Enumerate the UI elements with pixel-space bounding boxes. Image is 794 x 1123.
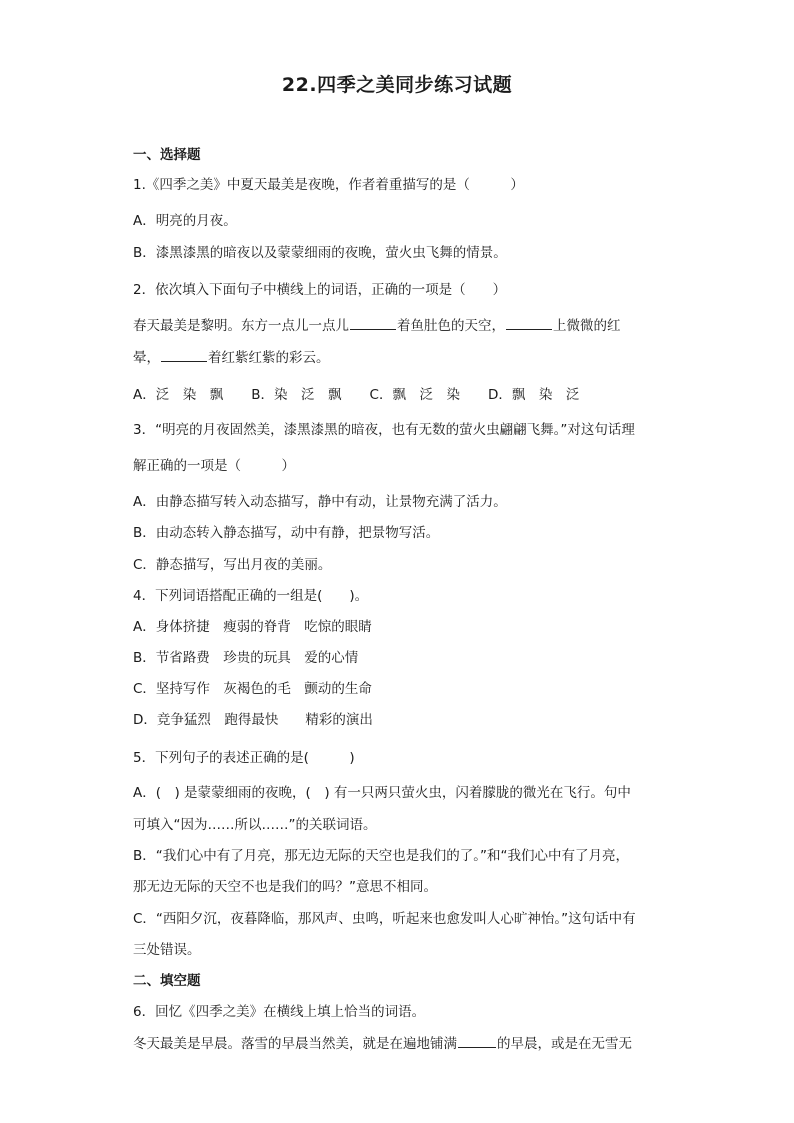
sentence-text: 晕， [133,350,160,366]
question-4-option-c: C．坚持写作 灰褐色的毛 颤动的生命 [133,681,372,697]
fill-blank [506,317,552,330]
question-4-option-b: B．节省路费 珍贵的玩具 爱的心情 [133,650,359,666]
question-1: 1.《四季之美》中夏天最美是夜晚，作者着重描写的是（ ） [133,177,524,193]
question-2-option-d: D．飘 染 泛 [487,387,580,403]
question-2-option-c: C．飘 泛 染 [369,387,460,403]
question-5-option-b-line-2: 那无边无际的天空不也是我们的吗？”意思不相同。 [133,879,437,895]
section-heading-choice: 一、选择题 [133,147,201,163]
fill-blank [458,1035,496,1048]
question-3-option-a: A．由静态描写转入动态描写，静中有动，让景物充满了活力。 [133,494,507,510]
sentence-text: 冬天最美是早晨。落雪的早晨当然美，就是在遍地铺满 [133,1036,457,1052]
sentence-text: 的早晨，或是在无雪无 [497,1036,632,1052]
question-5: 5．下列句子的表述正确的是( ) [133,750,355,766]
question-5-option-a-line-1: A．( ) 是蒙蒙细雨的夜晚，( ) 有一只两只萤火虫，闪着朦胧的微光在飞行。句中 [133,785,631,801]
question-3-line-2: 解正确的一项是（ ） [133,458,295,474]
question-6-sentence [133,1034,663,1054]
question-5-option-c-line-1: C．“西阳夕沉，夜暮降临，那风声、虫鸣，听起来也愈发叫人心旷神怡。”这句话中有 [133,911,636,927]
question-1-option-a: A．明亮的月夜。 [133,213,237,229]
sentence-text: 着红紫红紫的彩云。 [208,350,330,366]
fill-blank [350,317,396,330]
page-title: 22.四季之美同步练习试题 [281,74,513,96]
section-heading-fill: 二、填空题 [133,973,201,989]
question-4-option-a: A．身体挤捷 瘦弱的脊背 吃惊的眼睛 [133,619,372,635]
question-6: 6．回忆《四季之美》在横线上填上恰当的词语。 [133,1004,426,1020]
question-5-option-c-line-2: 三处错误。 [133,942,201,958]
question-3-line-1: 3．“明亮的月夜固然美，漆黑漆黑的暗夜，也有无数的萤火虫翩翩飞舞。”对这句话理 [133,422,635,438]
question-2-options [133,385,663,405]
question-2-sentence-line-2 [133,348,663,368]
question-4-option-d: D．竞争猛烈 跑得最快 精彩的演出 [133,712,373,728]
question-5-option-a-line-2: 可填入“因为……所以……”的关联词语。 [133,817,377,833]
fill-blank [161,349,207,362]
question-2: 2．依次填入下面句子中横线上的词语，正确的一项是（ ） [133,282,507,298]
question-2-sentence-line-1 [133,316,663,336]
question-4: 4．下列词语搭配正确的一组是( )。 [133,588,369,604]
question-3-option-b: B．由动态转入静态描写，动中有静，把景物写活。 [133,525,440,541]
sentence-text: 春天最美是黎明。东方一点儿一点儿 [133,318,349,334]
question-3-option-c: C．静态描写，写出月夜的美丽。 [133,557,332,573]
question-2-option-b: B．染 泛 飘 [251,387,342,403]
question-2-option-a: A．泛 染 飘 [133,387,224,403]
question-5-option-b-line-1: B．“我们心中有了月亮，那无边无际的天空也是我们的了。”和“我们心中有了月亮， [133,848,629,864]
question-1-option-b: B．漆黑漆黑的暗夜以及蒙蒙细雨的夜晚，萤火虫飞舞的情景。 [133,245,507,261]
sentence-text: 上微微的红 [553,318,621,334]
sentence-text: 着鱼肚色的天空， [397,318,505,334]
